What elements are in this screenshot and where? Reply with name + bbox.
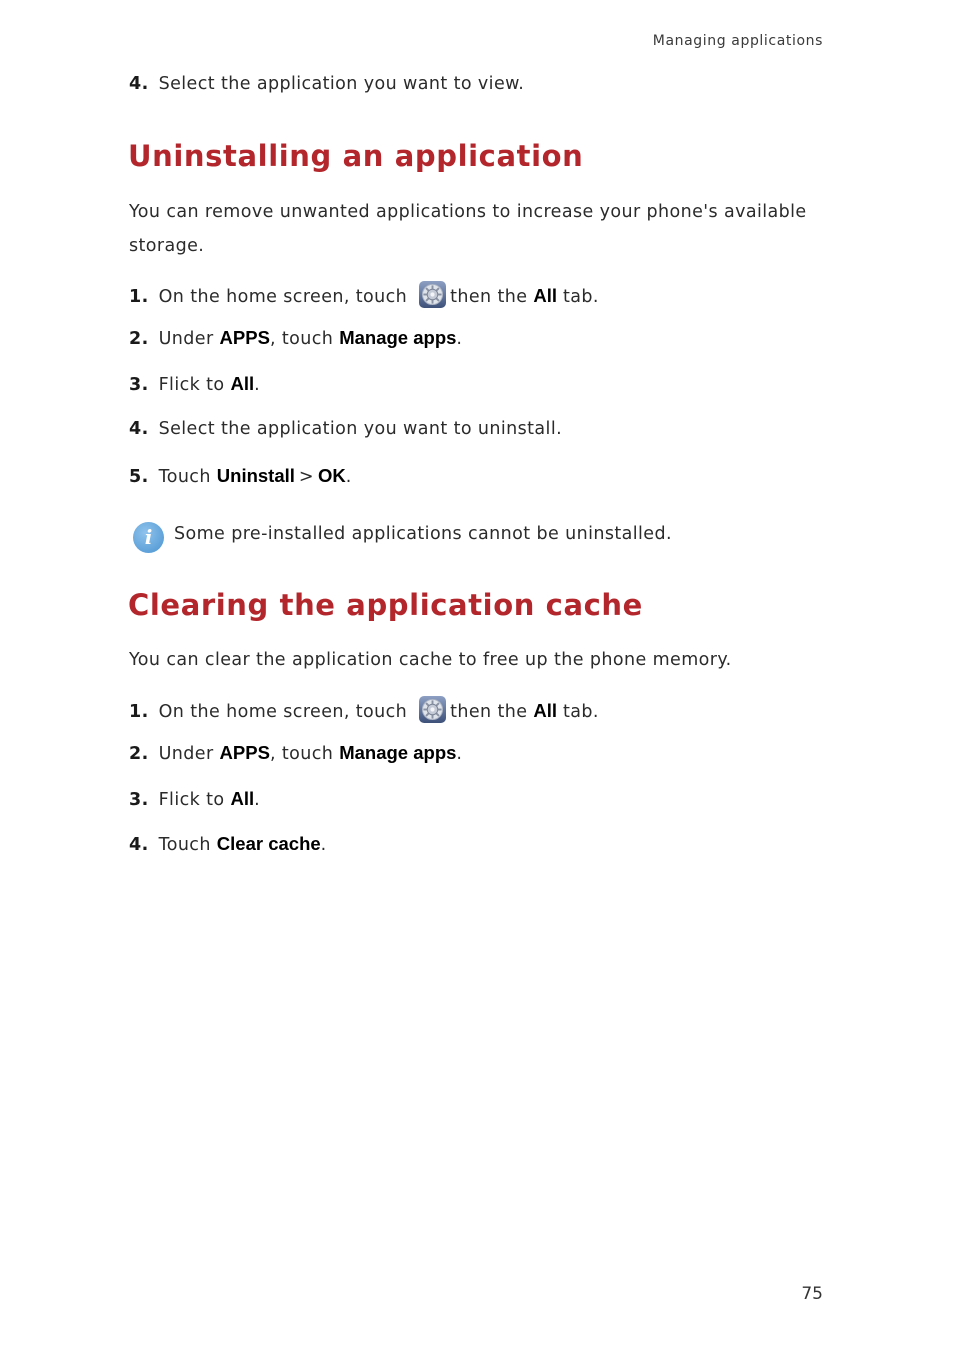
step-bold: OK: [318, 465, 346, 486]
settings-gear-icon: [419, 281, 446, 308]
uninstall-step-2: [129, 327, 462, 349]
step-number: 4.: [129, 74, 149, 94]
step-number: 2.: [129, 329, 149, 349]
step-bold: All: [230, 788, 255, 809]
info-icon: i: [133, 522, 164, 553]
step-number: 3.: [129, 790, 149, 810]
step-text: .: [254, 790, 261, 810]
step-number: 3.: [129, 375, 149, 395]
step-text: then the: [450, 702, 528, 722]
step-text: tab.: [563, 702, 599, 722]
step-view-app: [129, 74, 524, 94]
heading-clear-cache: Clearing the application cache: [128, 588, 643, 622]
step-number: 4.: [129, 419, 149, 439]
step-text: .: [345, 467, 352, 487]
step-text: On the home screen, touch: [158, 287, 408, 307]
step-text: , touch: [269, 744, 334, 764]
settings-gear-icon: [419, 696, 446, 723]
step-text: Under: [158, 329, 214, 349]
page-header: Managing applications: [652, 33, 823, 49]
step-text: Flick to: [158, 375, 225, 395]
uninstall-step-4: [129, 419, 562, 439]
step-text: .: [320, 835, 327, 855]
step-number: 4.: [129, 835, 149, 855]
step-bold: APPS: [219, 742, 270, 763]
step-number: 1.: [129, 287, 149, 307]
step-text: Select the application you want to uninstall.: [158, 419, 563, 439]
step-text: tab.: [563, 287, 599, 307]
cache-step-3: [129, 788, 260, 810]
uninstall-step-1: [129, 281, 599, 308]
heading-uninstall: Uninstalling an application: [128, 139, 584, 173]
step-number: 5.: [129, 467, 149, 487]
step-bold: Clear cache: [216, 833, 321, 854]
step-number: 1.: [129, 702, 149, 722]
uninstall-step-5: [129, 465, 352, 487]
step-text: .: [254, 375, 261, 395]
step-bold: Manage apps: [339, 742, 457, 763]
cache-step-1: [129, 696, 599, 723]
step-bold: All: [533, 700, 558, 721]
step-bold: Uninstall: [216, 465, 295, 486]
step-text: Select the application you want to view.: [158, 74, 525, 94]
note-text: Some pre-installed applications cannot be uninstalled.: [174, 524, 672, 544]
step-text: , touch: [269, 329, 334, 349]
step-separator: >: [298, 467, 314, 487]
step-bold: Manage apps: [339, 327, 457, 348]
step-text: Under: [158, 744, 214, 764]
cache-intro: You can clear the application cache to free up the phone memory.: [129, 650, 732, 670]
step-text: .: [456, 744, 463, 764]
step-text: then the: [450, 287, 528, 307]
page-number: 75: [801, 1284, 823, 1304]
step-text: Touch: [158, 835, 211, 855]
step-text: Flick to: [158, 790, 225, 810]
step-text: Touch: [158, 467, 211, 487]
step-number: 2.: [129, 744, 149, 764]
step-bold: All: [533, 285, 558, 306]
uninstall-intro: You can remove unwanted applications to increase your phone's available storage.: [129, 202, 807, 256]
step-text: On the home screen, touch: [158, 702, 408, 722]
uninstall-step-3: [129, 373, 260, 395]
cache-step-4: [129, 833, 327, 855]
cache-step-2: [129, 742, 462, 764]
step-bold: APPS: [219, 327, 270, 348]
step-text: .: [456, 329, 463, 349]
step-bold: All: [230, 373, 255, 394]
